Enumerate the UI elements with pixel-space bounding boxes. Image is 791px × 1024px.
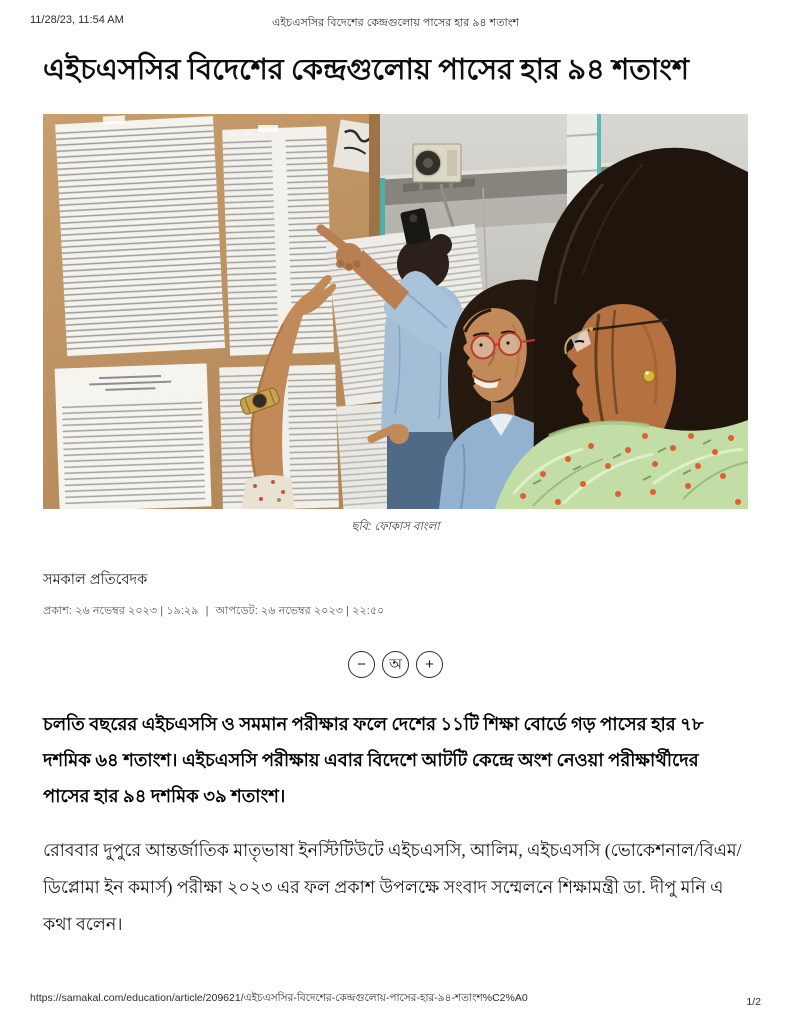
author-name: সমকাল প্রতিবেদক	[43, 571, 148, 588]
font-increase-button[interactable]	[416, 651, 443, 678]
article	[43, 52, 748, 943]
plus-icon: +	[425, 655, 434, 673]
minus-icon: −	[357, 655, 366, 673]
print-url: https://samakal.com/education/article/209621/এইচএসসির-বিদেশের-কেন্দ্রগুলোয়-পাসের-হার-৯৪-শতাংশ%C2%A0	[30, 992, 528, 1004]
updated-datetime: আপডেট: ২৬ নভেম্বর ২০২৩ | ২২:৫০	[215, 604, 385, 617]
font-resize-button[interactable]	[382, 651, 409, 678]
font-size-controls	[43, 651, 748, 678]
article-paragraph: রোববার দুপুরে আন্তর্জাতিক মাতৃভাষা ইনস্টিটিউটে এইচএসসি, আলিম, এইচএসসি (ভোকেশনাল/বিএম/ডিপ্লোমা ইন কমার্স) পরীক্ষা ২০২৩ এর ফল প্রকাশ উপলক্ষে সংবাদ সম্মেলনে শিক্ষামন্ত্রী ডা. দীপু মনি এ কথা বলেন।	[43, 839, 742, 934]
photo-caption: ছবি: ফোকাস বাংলা	[351, 520, 440, 533]
publish-meta	[43, 602, 748, 621]
meta-separator: |	[205, 605, 209, 618]
print-header	[30, 14, 761, 30]
article-title: এইচএসসির বিদেশের কেন্দ্রগুলোয় পাসের হার ৯৪ শতাংশ	[43, 54, 690, 86]
bengali-letter-icon: অ	[389, 655, 402, 673]
print-doc-title: এইচএসসির বিদেশের কেন্দ্রগুলোয় পাসের হার ৯৪ শতাংশ	[272, 17, 519, 29]
print-page-number: 1/2	[746, 996, 761, 1008]
article-photo	[43, 114, 748, 537]
article-lead-paragraph: চলতি বছরের এইচএসসি ও সমমান পরীক্ষার ফলে দেশের ১১টি শিক্ষা বোর্ডে গড় পাসের হার ৭৮ দশমিক ৬৪ শতাংশ। এইচএসসি পরীক্ষায় এবার বিদেশে আটটি কেন্দ্রে অংশ নেওয়া পরীক্ষার্থীদের পাসের হার ৯৪ দশমিক ৩৯ শতাংশ।	[43, 713, 704, 806]
print-datetime: 11/28/23, 11:54 AM	[30, 14, 124, 26]
photo-illustration	[43, 114, 748, 509]
published-datetime: প্রকাশ: ২৬ নভেম্বর ২০২৩ | ১৯:২৯	[43, 604, 199, 617]
print-footer	[30, 991, 761, 1008]
photo-gold-earring	[643, 370, 655, 382]
font-decrease-button[interactable]	[348, 651, 375, 678]
